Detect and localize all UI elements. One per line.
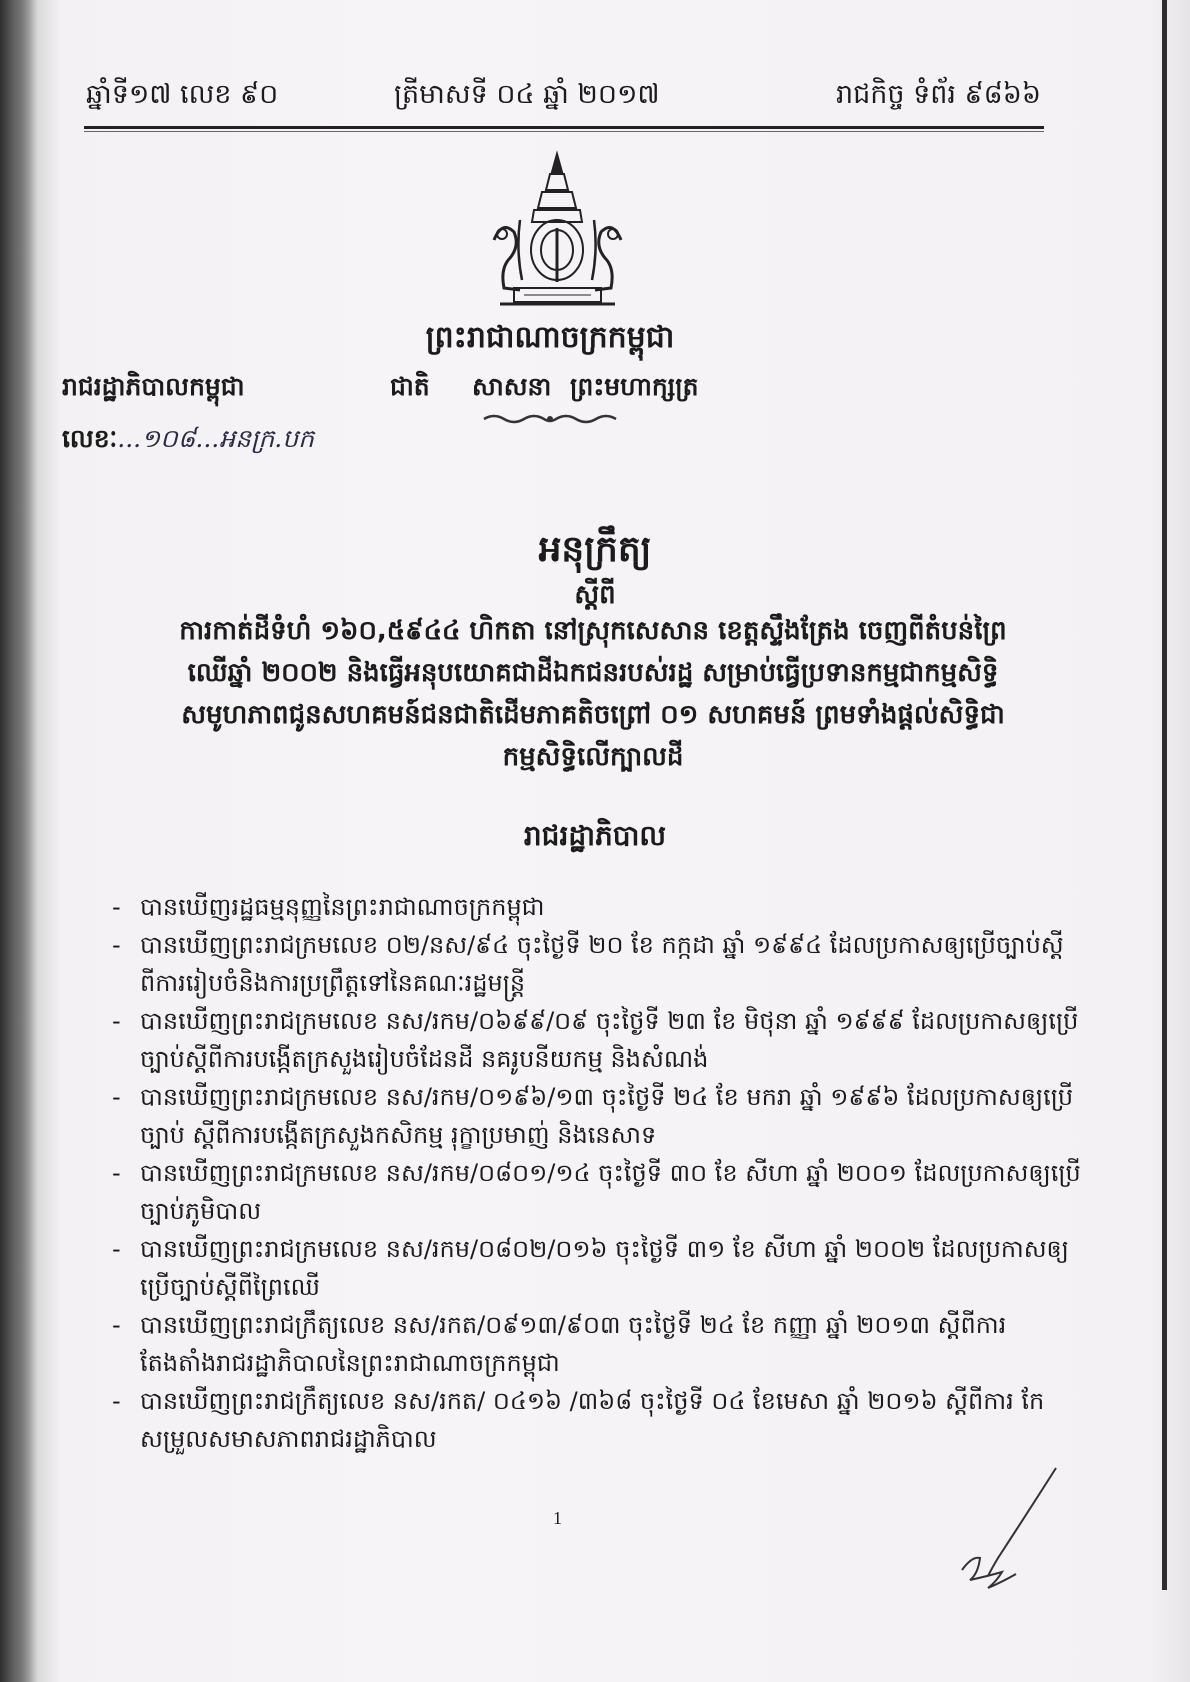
reference-label: លេខៈ [62, 424, 118, 453]
consideration-item: - បានឃើញព្រះរាជក្រមលេខ នស/រកម/០៦៩៩/០៩ ចុះថ្ងៃទី ២៣ ខែ មិថុនា ឆ្នាំ ១៩៩៩ ដែលប្រកាសឲ្យប្រើ ច្បាប់ស្តីពីការបង្កើតក្រសួងរៀបចំដែនដី នគរូបនីយកម្ម និងសំណង់ [108, 1002, 1008, 1078]
consideration-line: បានឃើញព្រះរាជក្រមលេខ នស/រកម/០១៩៦/១៣ ចុះថ្ងៃទី ២៤ ខែ មករា ឆ្នាំ ១៩៩៦ ដែលប្រកាសឲ្យប្រើ [140, 1083, 1074, 1111]
gazette-header [86, 78, 1041, 118]
consideration-item: - បានឃើញរដ្ឋធម្មនុញ្ញនៃព្រះរាជាណាចក្រកម្ពុជា [108, 888, 1008, 926]
considerations-list [108, 888, 1081, 1458]
subject-line: សមូហភាពជូនសហគមន៍ជនជាតិដើមភាគតិចព្រៅ ០១ សហគមន៍ ព្រមទាំងផ្តល់សិទ្ធិជា [181, 700, 1005, 730]
reference-number [62, 424, 314, 460]
government-name: រាជរដ្ឋាភិបាលកម្ពុជា [62, 372, 245, 401]
page-number: 1 [553, 1508, 562, 1528]
gazette-issue: ឆ្នាំទី១៧ លេខ ៩០ [86, 79, 279, 110]
consideration-line: បានឃើញព្រះរាជក្រមលេខ នស/រកម/០៨០២/០១៦ ចុះថ្ងៃទី ៣១ ខែ សីហា ឆ្នាំ ២០០២ ដែលប្រកាសឲ្យ [140, 1235, 1069, 1263]
scan-edge [1162, 0, 1167, 1590]
reference-value: ...១០៨...អនក្រ.បក [117, 424, 314, 453]
document-about: ស្តីពី [574, 580, 616, 610]
consideration-line: ច្បាប់ស្តីពីការបង្កើតក្រសួងរៀបចំដែនដី នគរូបនីយកម្ម និងសំណង់ [140, 1045, 709, 1073]
issuer-heading: រាជរដ្ឋាភិបាល [523, 819, 667, 852]
consideration-item: - បានឃើញព្រះរាជក្រមលេខ ០២/នស/៩៤ ចុះថ្ងៃទី ២០ ខែ កក្កដា ឆ្នាំ ១៩៩៤ ដែលប្រកាសឲ្យប្រើច្បាប់ស្តី ពីការរៀបចំនិងការប្រព្រឹត្តទៅនៃគណៈរដ្ឋមន្ត្រី [108, 926, 1008, 1002]
divider-ornament-icon [480, 411, 620, 427]
consideration-line: ច្បាប់ ស្តីពីការបង្កើតក្រសួងកសិកម្ម រុក្ខាប្រមាញ់ និងនេសាទ [140, 1121, 657, 1149]
handwritten-initial-signature [958, 1462, 1078, 1592]
consideration-line: ពីការរៀបចំនិងការប្រព្រឹត្តទៅនៃគណៈរដ្ឋមន្ត្រី [140, 969, 526, 997]
royal-emblem-icon [480, 150, 635, 315]
consideration-item: - បានឃើញព្រះរាជក្រឹត្យលេខ នស/រកត/ ០៤១៦ /៣៦៨ ចុះថ្ងៃទី ០៤ ខែមេសា ឆ្នាំ ២០១៦ ស្តីពីការ កែ សម្រួលសមាសភាពរាជរដ្ឋាភិបាល [108, 1382, 1008, 1458]
consideration-line: បានឃើញព្រះរាជក្រមលេខ ០២/នស/៩៤ ចុះថ្ងៃទី ២០ ខែ កក្កដា ឆ្នាំ ១៩៩៤ ដែលប្រកាសឲ្យប្រើច្បាប់ស្តី [140, 931, 1064, 959]
consideration-line: តែងតាំងរាជរដ្ឋាភិបាលនៃព្រះរាជាណាចក្រកម្ពុជា [140, 1349, 560, 1377]
consideration-item: - បានឃើញព្រះរាជក្រមលេខ នស/រកម/០១៩៦/១៣ ចុះថ្ងៃទី ២៤ ខែ មករា ឆ្នាំ ១៩៩៦ ដែលប្រកាសឲ្យប្រើ ច្បាប់ ស្តីពីការបង្កើតក្រសួងកសិកម្ម រុក្ខាប្រមាញ់ និងនេសាទ [108, 1078, 1008, 1154]
consideration-line: បានឃើញព្រះរាជក្រមលេខ នស/រកម/០៨០១/១៤ ចុះថ្ងៃទី ៣០ ខែ សីហា ឆ្នាំ ២០០១ ដែលប្រកាសឲ្យប្រើ [140, 1159, 1081, 1187]
header-rule [84, 126, 1044, 129]
consideration-line: ប្រើច្បាប់ស្តីពីព្រៃឈើ [140, 1273, 320, 1301]
consideration-item: - បានឃើញព្រះរាជក្រឹត្យលេខ នស/រកត/០៩១៣/៩០៣ ចុះថ្ងៃទី ២៤ ខែ កញ្ញា ឆ្នាំ ២០១៣ ស្តីពីការ តែងតាំងរាជរដ្ឋាភិបាលនៃព្រះរាជាណាចក្រកម្ពុជា [108, 1306, 1008, 1382]
motto-nation: ជាតិ [390, 372, 430, 401]
subject-line: កម្មសិទ្ធិលើក្បាលដី [502, 742, 684, 772]
consideration-line: បានឃើញព្រះរាជក្រឹត្យលេខ នស/រកត/០៩១៣/៩០៣ ចុះថ្ងៃទី ២៤ ខែ កញ្ញា ឆ្នាំ ២០១៣ ស្តីពីការ [140, 1311, 1007, 1339]
consideration-line: ច្បាប់ភូមិបាល [140, 1197, 262, 1225]
consideration-line: បានឃើញព្រះរាជក្រឹត្យលេខ នស/រកត/ ០៤១៦ /៣៦៨ ចុះថ្ងៃទី ០៤ ខែមេសា ឆ្នាំ ២០១៦ ស្តីពីការ កែ [140, 1387, 1045, 1415]
consideration-item: - បានឃើញព្រះរាជក្រមលេខ នស/រកម/០៨០១/១៤ ចុះថ្ងៃទី ៣០ ខែ សីហា ឆ្នាំ ២០០១ ដែលប្រកាសឲ្យប្រើ ច្បាប់ភូមិបាល [108, 1154, 1008, 1230]
document-title: អនុក្រឹត្យ [538, 529, 652, 570]
subject-line: ឈើឆ្នាំ ២០០២ និងធ្វើអនុបយោគជាដីឯកជនរបស់រដ្ឋ សម្រាប់ធ្វើប្រទានកម្មជាកម្មសិទ្ធិ [187, 658, 999, 688]
consideration-line: បានឃើញព្រះរាជក្រមលេខ នស/រកម/០៦៩៩/០៩ ចុះថ្ងៃទី ២៣ ខែ មិថុនា ឆ្នាំ ១៩៩៩ ដែលប្រកាសឲ្យប្រើ [140, 1007, 1079, 1035]
consideration-line: បានឃើញរដ្ឋធម្មនុញ្ញនៃព្រះរាជាណាចក្រកម្ពុជា [140, 893, 545, 921]
consideration-line: សម្រួលសមាសភាពរាជរដ្ឋាភិបាល [140, 1425, 437, 1453]
motto-religion: សាសនា [472, 372, 552, 401]
subject-line: ការកាត់ដីទំហំ ១៦០,៥៩៤៤ ហិកតា នៅស្រុកសេសាន ខេត្តស្ទឹងត្រែង ចេញពីតំបន់ព្រៃ [179, 616, 1007, 646]
consideration-item: - បានឃើញព្រះរាជក្រមលេខ នស/រកម/០៨០២/០១៦ ចុះថ្ងៃទី ៣១ ខែ សីហា ឆ្នាំ ២០០២ ដែលប្រកាសឲ្យ ប្រើច្បាប់ស្តីពីព្រៃឈើ [108, 1230, 1008, 1306]
header-rule-thin [84, 131, 1044, 132]
gazette-quarter: ត្រីមាសទី ០៤ ឆ្នាំ ២០១៧ [394, 79, 660, 110]
gazette-page: រាជកិច្ច ទំព័រ ៩៨៦៦ [835, 79, 1041, 110]
kingdom-name: ព្រះរាជាណាចក្រកម្ពុជា [425, 320, 675, 355]
motto-king: ព្រះមហាក្សត្រ [570, 372, 699, 401]
